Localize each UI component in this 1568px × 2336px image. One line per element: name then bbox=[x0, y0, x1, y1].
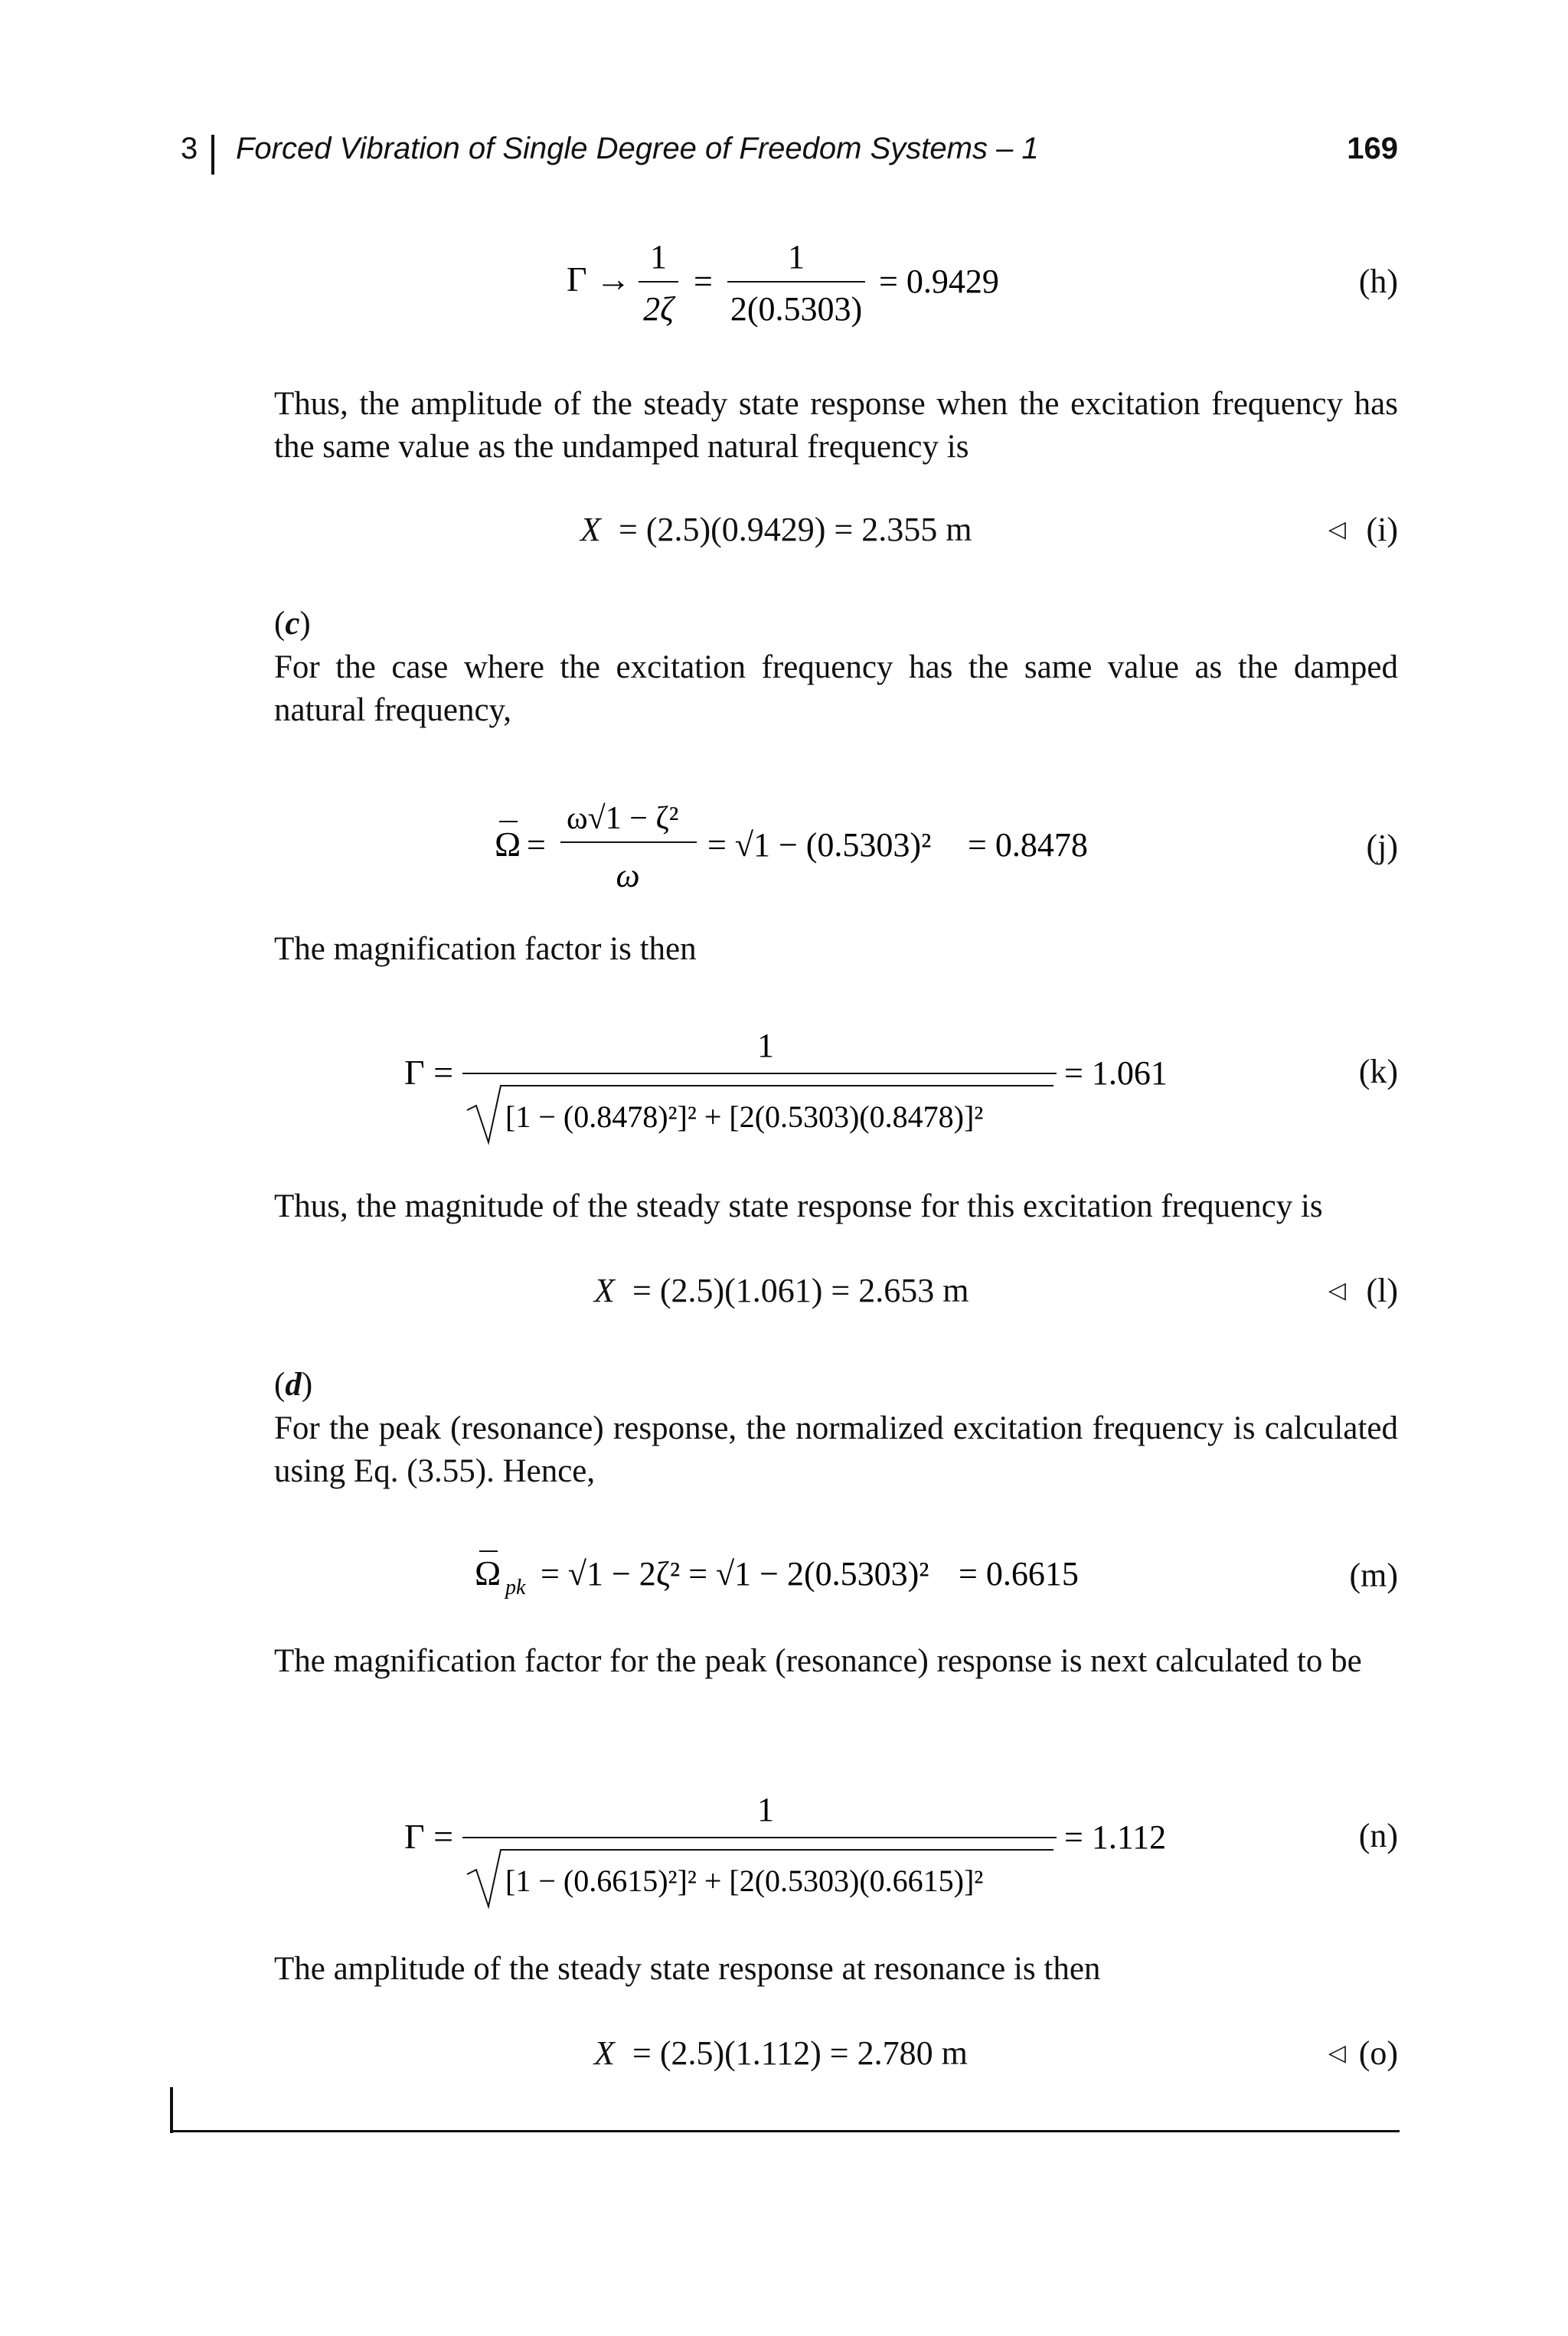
equation-l-tag: (l) bbox=[1366, 1272, 1398, 1309]
chapter-title: Forced Vibration of Single Degree of Freedom Systems – 1 bbox=[236, 132, 1039, 165]
result-marker-icon: ◁ bbox=[1328, 516, 1346, 543]
part-d-label: (d) bbox=[274, 1367, 313, 1403]
equation-m-graphic bbox=[0, 1539, 1568, 1600]
equation-n-tag: (n) bbox=[1358, 1817, 1398, 1854]
running-header bbox=[181, 132, 1398, 178]
equation-o-tag: (o) bbox=[1358, 2034, 1398, 2072]
paragraph-undamped-amplitude: Thus, the amplitude of the steady state response when the excitation frequency has the same value as the undamped natural frequency is bbox=[274, 386, 1398, 465]
equation-j-tag: (j) bbox=[1366, 828, 1398, 865]
equation-j-graphic bbox=[0, 773, 1568, 896]
equation-k-lhs: Γ = bbox=[404, 1053, 454, 1092]
fraction-2-numerator: 1 bbox=[788, 238, 805, 276]
omega-pk-subscript: pk bbox=[505, 1576, 526, 1599]
equation-k-result: = 1.061 bbox=[1064, 1054, 1168, 1092]
part-c-label: (c) bbox=[274, 606, 311, 642]
equation-k-numerator: 1 bbox=[757, 1027, 774, 1064]
equation-n bbox=[0, 1775, 1568, 1913]
omega-bar-symbol: Ω bbox=[495, 825, 521, 864]
equation-k bbox=[0, 1011, 1568, 1148]
equals-sign: = bbox=[694, 263, 713, 300]
paragraph-peak-response: For the peak (resonance) response, the normalized excitation frequency is calculated using Eq. (3.55). Hence, bbox=[274, 1410, 1398, 1489]
fraction-1-denominator: 2ζ bbox=[643, 290, 674, 328]
equation-o bbox=[0, 2031, 1568, 2076]
equation-o-variable: X bbox=[594, 2034, 615, 2072]
equation-m-expression: = √1 − 2ζ² = √1 − 2(0.5303)² bbox=[541, 1555, 929, 1593]
equation-l bbox=[0, 1268, 1568, 1314]
page-number: 169 bbox=[1347, 132, 1398, 165]
equation-n-numerator: 1 bbox=[757, 1791, 774, 1828]
result-marker-icon: ◁ bbox=[1328, 2040, 1346, 2066]
header-divider bbox=[211, 135, 214, 175]
equation-m bbox=[0, 1539, 1568, 1600]
equation-h-tag: (h) bbox=[1358, 263, 1398, 300]
equation-o-expression: = (2.5)(1.112) = 2.780 m bbox=[632, 2034, 968, 2072]
paragraph-peak-magnification: The magnification factor for the peak (resonance) response is next calculated to be bbox=[274, 1643, 1362, 1679]
fraction-1-numerator: 1 bbox=[650, 238, 667, 276]
equation-i-tag: (i) bbox=[1366, 511, 1398, 548]
fraction-2-denominator: 2(0.5303) bbox=[730, 290, 863, 328]
equation-n-lhs: Γ = bbox=[404, 1817, 454, 1856]
equation-h-graphic bbox=[0, 230, 1568, 337]
omega-pk-symbol: Ω bbox=[475, 1554, 501, 1593]
paragraph-damped-case: For the case where the excitation frequency has the same value as the damped natural frequency, bbox=[274, 649, 1398, 728]
fraction-numerator: ω√1 − ζ² bbox=[567, 801, 679, 836]
part-c-letter: c bbox=[285, 606, 300, 642]
paragraph-resonance-amplitude: The amplitude of the steady state response at resonance is then bbox=[274, 1951, 1101, 1987]
paragraph-magnification-factor: The magnification factor is then bbox=[274, 931, 697, 967]
paragraph-magnitude-response: Thus, the magnitude of the steady state response for this excitation frequency is bbox=[274, 1188, 1323, 1224]
equation-k-denominator: [1 − (0.8478)²]² + [2(0.5303)(0.8478)]² bbox=[505, 1099, 984, 1134]
equation-h-result: = 0.9429 bbox=[879, 263, 999, 300]
equation-j-middle: = √1 − (0.5303)² bbox=[707, 826, 932, 864]
equation-j-result: = 0.8478 bbox=[968, 826, 1088, 864]
equation-l-expression: = (2.5)(1.061) = 2.653 m bbox=[632, 1272, 969, 1309]
equation-n-result: = 1.112 bbox=[1064, 1818, 1167, 1856]
equation-k-tag: (k) bbox=[1358, 1053, 1398, 1090]
gamma-symbol: Γ bbox=[567, 260, 587, 299]
fraction-denominator: ω bbox=[616, 857, 640, 894]
equals-sign: = bbox=[527, 826, 546, 864]
equation-i-expression: = (2.5)(0.9429) = 2.355 m bbox=[619, 511, 972, 548]
equation-k-graphic bbox=[0, 1011, 1568, 1148]
equation-j bbox=[0, 773, 1568, 896]
equation-m-tag: (m) bbox=[1349, 1557, 1398, 1594]
arrow-symbol: → bbox=[596, 260, 631, 299]
equation-i-variable: X bbox=[580, 511, 601, 548]
chapter-number: 3 bbox=[181, 132, 198, 165]
equation-i bbox=[0, 507, 1568, 553]
footer-horizontal-rule bbox=[170, 2130, 1400, 2132]
part-d-letter: d bbox=[285, 1367, 302, 1403]
equation-m-result: = 0.6615 bbox=[959, 1555, 1079, 1593]
result-marker-icon: ◁ bbox=[1328, 1277, 1346, 1304]
equation-l-variable: X bbox=[594, 1272, 615, 1309]
footer-vertical-rule bbox=[170, 2087, 173, 2133]
equation-n-graphic bbox=[0, 1775, 1568, 1913]
equation-n-denominator: [1 − (0.6615)²]² + [2(0.5303)(0.6615)]² bbox=[505, 1864, 984, 1898]
equation-h bbox=[0, 230, 1568, 337]
